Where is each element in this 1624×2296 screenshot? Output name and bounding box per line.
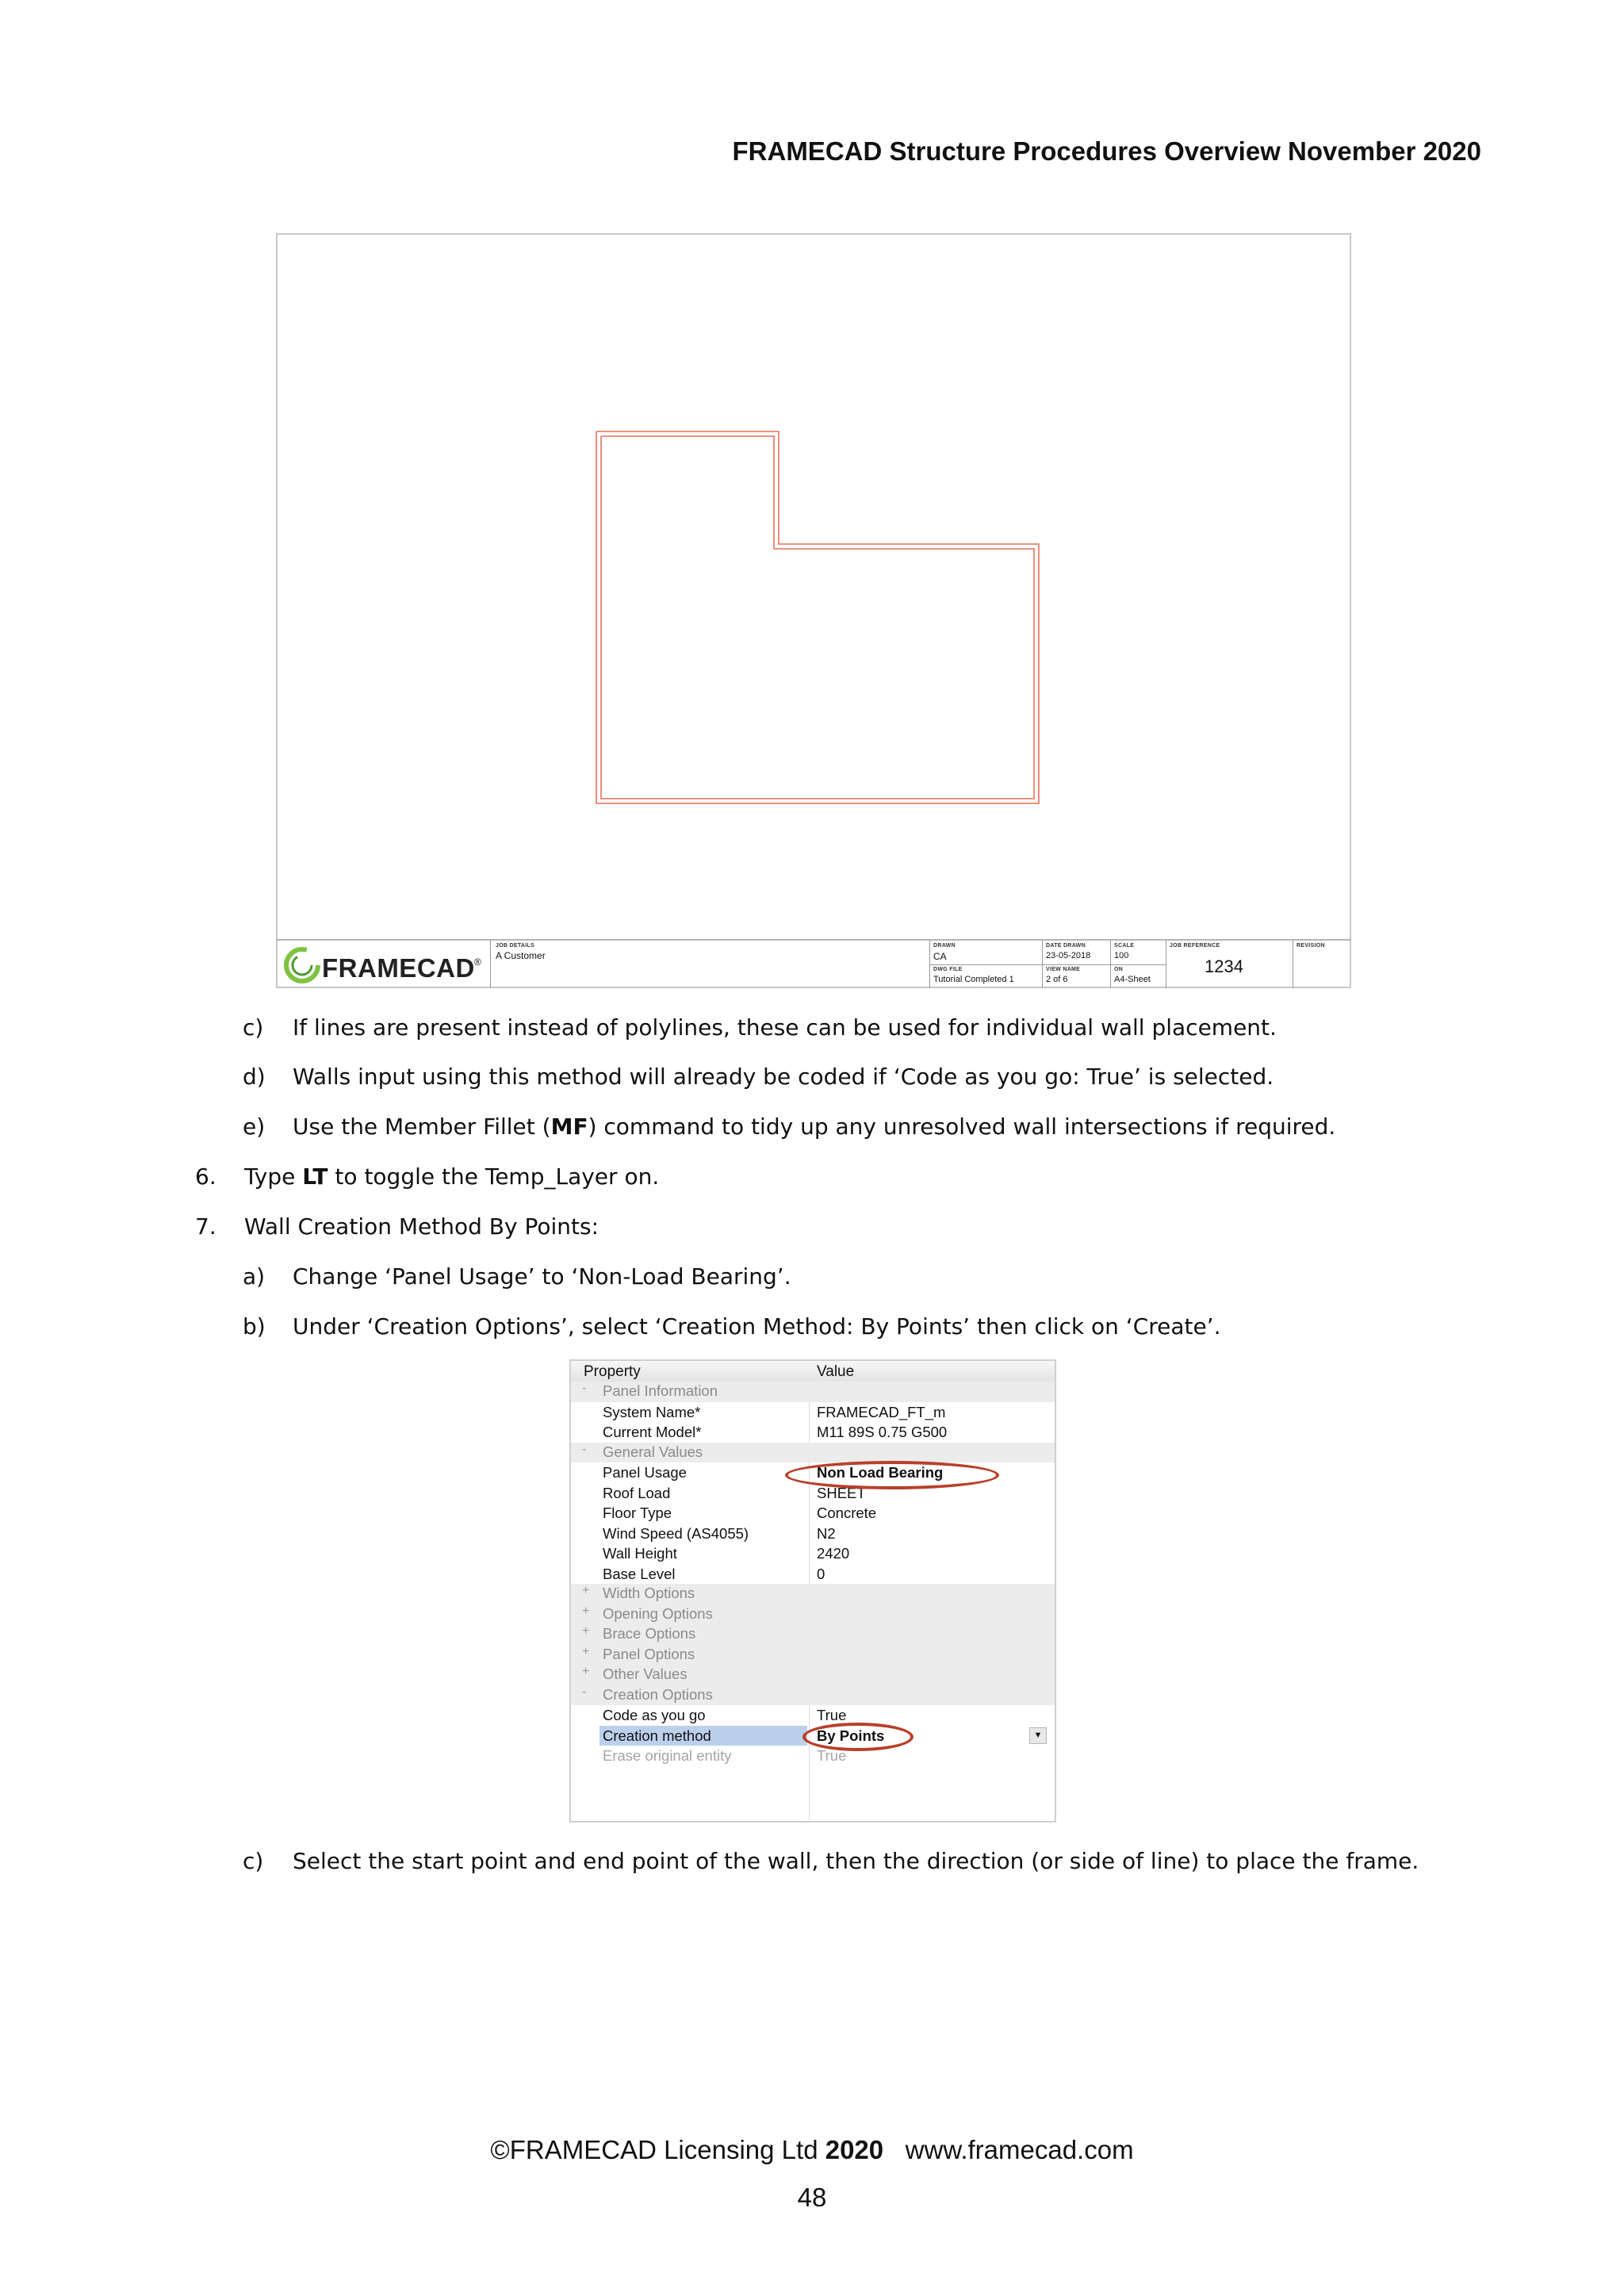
row-wind-speed[interactable]: Wind Speed (AS4055) N2 — [603, 1524, 836, 1542]
job-details-value: A Customer — [496, 950, 546, 961]
step-c-marker: c) — [243, 1014, 264, 1041]
date-drawn-value: 23-05-2018 — [1046, 951, 1091, 960]
collapse-icon[interactable]: - — [582, 1685, 587, 1699]
category-panel-options[interactable]: + Panel Options — [571, 1645, 1055, 1665]
step-7b-text: Under ‘Creation Options’, select ‘Creation Method: By Points’ then click on ‘Create’. — [293, 1313, 1221, 1340]
title-block-logo-cell — [276, 941, 490, 988]
copyright-year: 2020 — [825, 2135, 884, 2164]
footer-website-link[interactable]: www.framecad.com — [905, 2135, 1134, 2164]
drawing-title-block — [276, 939, 1351, 988]
collapse-icon[interactable]: - — [582, 1442, 587, 1456]
property-grid-screenshot — [569, 1359, 1056, 1823]
view-name-label: VIEW NAME — [1046, 967, 1081, 972]
row-floor-type[interactable]: Floor Type Concrete — [603, 1504, 877, 1521]
title-block-revision-cell — [1293, 941, 1351, 988]
framecad-logo-text: FRAMECAD — [322, 953, 475, 983]
collapse-icon[interactable]: - — [582, 1382, 587, 1395]
job-details-label: JOB DETAILS — [496, 943, 535, 949]
step-7-marker: 7. — [195, 1213, 216, 1240]
framecad-logo-icon — [282, 945, 322, 985]
dwg-file-label: DWG FILE — [933, 967, 963, 972]
dropdown-arrow-icon[interactable]: ▼ — [1029, 1727, 1047, 1744]
category-brace-options[interactable]: + Brace Options — [571, 1624, 1055, 1645]
step-7c-text: Select the start point and end point of the wall, then the direction (or side of line) to place the frame. — [293, 1848, 1419, 1874]
step-6-text: Type LT to toggle the Temp_Layer on. — [244, 1163, 660, 1190]
cad-drawing-frame — [276, 233, 1351, 988]
step-c-text: If lines are present instead of polylines, these can be used for individual wall placement. — [293, 1014, 1277, 1041]
step-d-marker: d) — [243, 1064, 266, 1090]
creation-method-highlight-ellipse — [802, 1723, 914, 1751]
title-block-date-cell — [1042, 941, 1110, 988]
mf-command: MF — [550, 1114, 588, 1140]
category-width-options[interactable]: + Width Options — [571, 1584, 1055, 1604]
step-6-marker: 6. — [195, 1163, 216, 1190]
expand-icon[interactable]: + — [582, 1604, 590, 1618]
row-system-name[interactable]: System Name* FRAMECAD_FT_m — [603, 1403, 946, 1420]
value-column-header[interactable]: Value — [817, 1363, 855, 1380]
row-current-model[interactable]: Current Model* M11 89S 0.75 G500 — [603, 1424, 948, 1440]
lt-command: LT — [302, 1163, 328, 1190]
step-d-text: Walls input using this method will already be coded if ‘Code as you go: True’ is selected. — [293, 1064, 1274, 1090]
category-opening-options[interactable]: + Opening Options — [571, 1604, 1055, 1625]
category-other-values[interactable]: + Other Values — [571, 1665, 1055, 1685]
wall-outline-drawing — [278, 235, 1353, 990]
view-name-value: 2 of 6 — [1046, 975, 1068, 984]
scale-value: 100 — [1114, 951, 1129, 960]
category-panel-information[interactable]: - Panel Information — [571, 1382, 1055, 1402]
job-reference-label: JOB REFERENCE — [1170, 943, 1220, 949]
title-block-job-reference-cell — [1166, 941, 1293, 988]
step-7a-marker: a) — [243, 1263, 266, 1290]
logo-registered-mark: ® — [474, 956, 481, 968]
scale-label: SCALE — [1114, 943, 1135, 949]
drawn-label: DRAWN — [933, 943, 956, 949]
drawn-value: CA — [933, 951, 947, 962]
job-reference-value: 1234 — [1205, 956, 1243, 976]
property-column-header[interactable]: Property — [584, 1363, 641, 1380]
dwg-file-value: Tutorial Completed 1 — [933, 975, 1014, 984]
expand-icon[interactable]: + — [582, 1665, 590, 1678]
footer-copyright: ©FRAMECAD Licensing Ltd 2020 www.framecad.com — [490, 2135, 1134, 2164]
row-code-as-you-go[interactable]: Code as you go True — [603, 1707, 847, 1723]
step-e-text: Use the Member Fillet (MF) command to tidy up any unresolved wall intersections if required. — [293, 1114, 1336, 1140]
step-7b-marker: b) — [243, 1313, 266, 1340]
revision-label: REVISION — [1297, 943, 1325, 949]
date-drawn-label: DATE DRAWN — [1046, 943, 1086, 949]
row-wall-height[interactable]: Wall Height 2420 — [603, 1545, 850, 1562]
row-erase-original-entity[interactable]: Erase original entity True — [603, 1747, 847, 1764]
expand-icon[interactable]: + — [582, 1644, 590, 1658]
title-block-drawn-cell — [929, 941, 1042, 988]
on-label: ON — [1114, 967, 1124, 972]
expand-icon[interactable]: + — [582, 1624, 590, 1638]
step-7a-text: Change ‘Panel Usage’ to ‘Non-Load Bearing’. — [293, 1263, 791, 1290]
category-creation-options[interactable]: - Creation Options — [571, 1685, 1055, 1706]
category-general-values[interactable]: - General Values — [571, 1443, 1055, 1463]
panel-usage-highlight-ellipse — [785, 1461, 999, 1489]
title-block-scale-cell — [1110, 941, 1166, 988]
step-7c-marker: c) — [243, 1848, 264, 1874]
row-creation-method[interactable]: Creation method By Points ▼ — [571, 1726, 1055, 1746]
expand-icon[interactable]: + — [582, 1584, 590, 1597]
panel-usage-value[interactable]: Non Load Bearing — [817, 1464, 944, 1481]
on-value: A4-Sheet — [1114, 975, 1151, 984]
row-roof-load[interactable]: Roof Load SHEET — [603, 1484, 866, 1501]
title-block-job-details-cell — [490, 941, 929, 988]
step-7-text: Wall Creation Method By Points: — [244, 1213, 599, 1240]
page-number: 48 — [797, 2183, 827, 2212]
row-base-level[interactable]: Base Level 0 — [603, 1565, 825, 1582]
creation-method-value[interactable]: By Points — [817, 1727, 885, 1744]
page-header-title: FRAMECAD Structure Procedures Overview November 2020 — [732, 136, 1481, 166]
row-panel-usage[interactable]: Panel Usage Non Load Bearing — [603, 1464, 944, 1481]
step-e-marker: e) — [243, 1114, 266, 1140]
property-grid-header — [571, 1361, 1055, 1382]
